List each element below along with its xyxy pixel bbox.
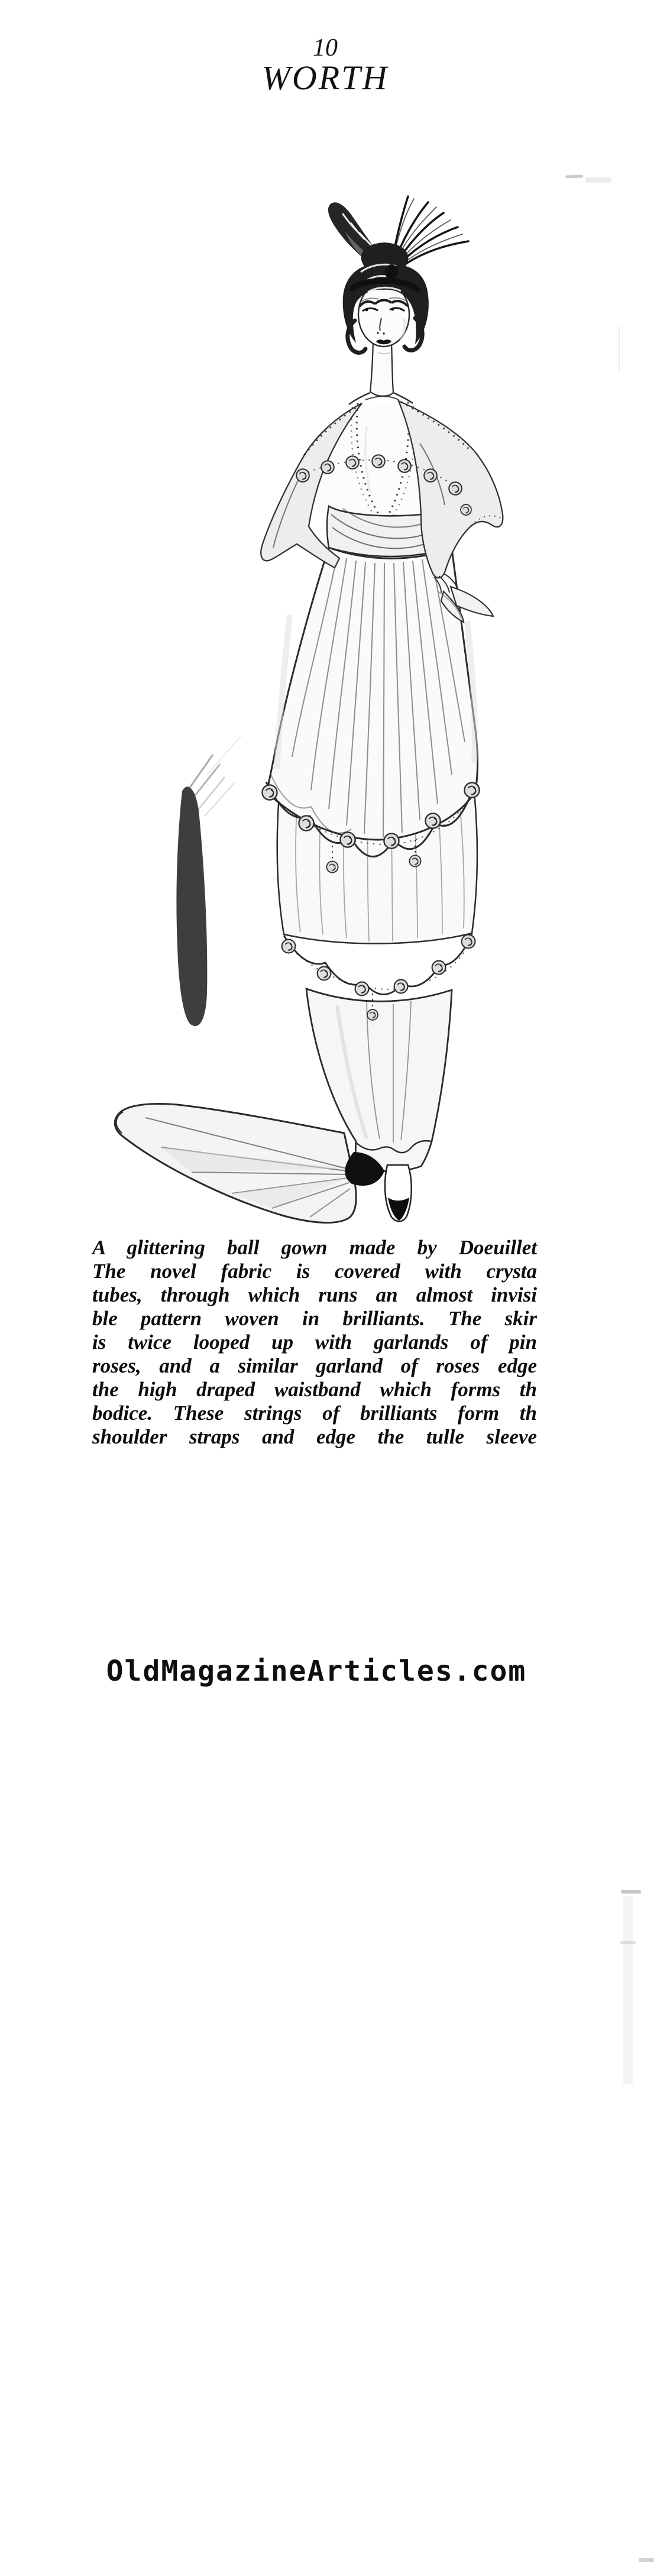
scan-artifact bbox=[623, 1896, 633, 2084]
caption-line: bodice. These strings of brilliants form th bbox=[92, 1402, 537, 1425]
caption-line: tubes, through which runs an almost invisi bbox=[92, 1283, 537, 1306]
page-number: 10 bbox=[313, 34, 338, 62]
gown-train bbox=[115, 1104, 356, 1223]
caption-text bbox=[92, 1236, 537, 1449]
background-shadow bbox=[176, 736, 241, 1026]
scan-artifact bbox=[639, 2558, 654, 2562]
scan-artifact bbox=[619, 326, 620, 373]
caption-line: ble pattern woven in brilliants. The skir bbox=[92, 1307, 537, 1330]
site-watermark: OldMagazineArticles.com bbox=[106, 1655, 527, 1688]
scan-artifact bbox=[620, 1941, 636, 1944]
caption-line: shoulder straps and edge the tulle sleeve bbox=[92, 1425, 537, 1448]
caption-line: A glittering ball gown made by Doeuillet bbox=[92, 1236, 537, 1259]
caption-line: roses, and a similar garland of roses edge bbox=[92, 1354, 537, 1377]
gown-illustration-svg bbox=[89, 166, 603, 1224]
scan-artifact bbox=[621, 1890, 641, 1894]
masthead-title: WORTH bbox=[261, 59, 389, 97]
caption-line: is twice looped up with garlands of pin bbox=[92, 1331, 537, 1354]
caption-line: The novel fabric is covered with crysta bbox=[92, 1260, 537, 1283]
fashion-illustration bbox=[89, 166, 603, 1224]
caption-line: the high draped waistband which forms th bbox=[92, 1378, 537, 1401]
